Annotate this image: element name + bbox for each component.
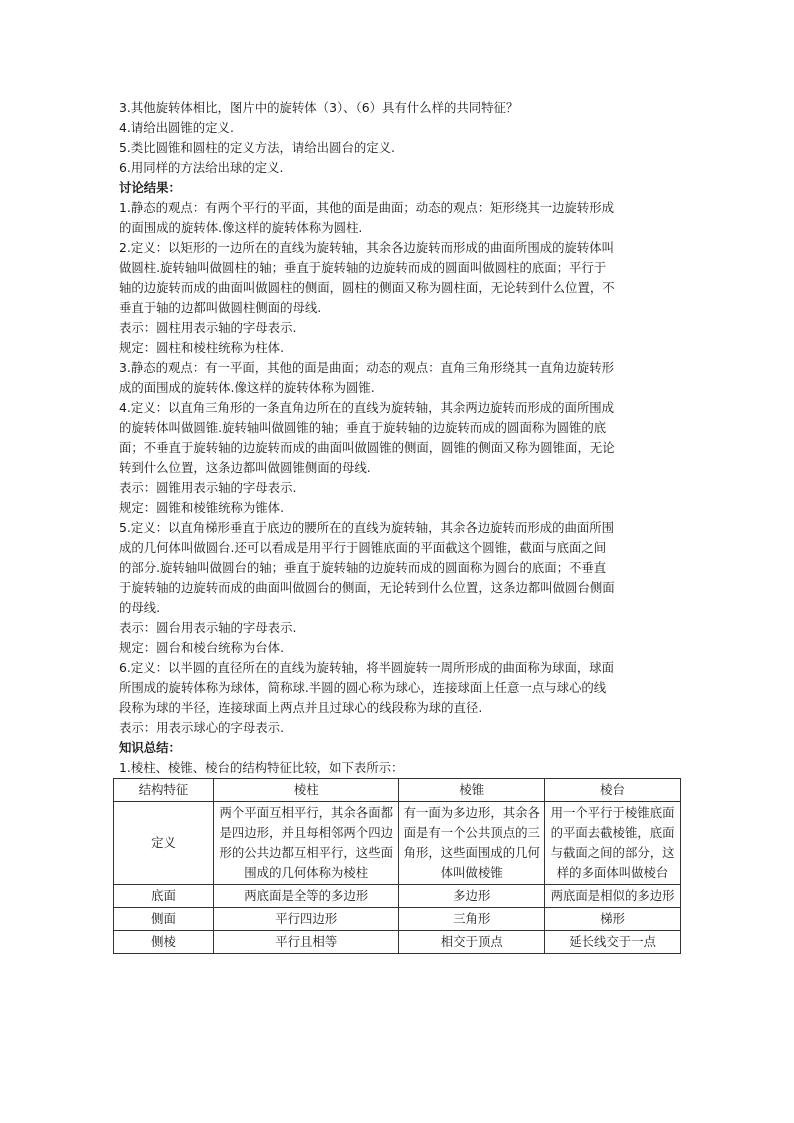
discussion-line: 转到什么位置，这条边都叫做圆锥侧面的母线. — [119, 460, 371, 475]
table-cell: 三角形 — [399, 908, 545, 931]
discussion-heading: 讨论结果： — [119, 180, 181, 195]
question-line: 4.请给出圆锥的定义. — [119, 120, 234, 135]
discussion-line: 所围成的旋转体称为球体，简称球.半圆的圆心称为球心，连接球面上任意一点与球心的线 — [119, 680, 607, 695]
table-header-cell: 棱台 — [545, 779, 681, 802]
table-cell: 定义 — [114, 802, 214, 885]
document-page — [119, 98, 681, 954]
table-cell: 两底面是相似的多边形 — [545, 885, 681, 908]
discussion-line: 规定：圆锥和棱锥统称为锥体. — [119, 500, 285, 515]
table-cell: 延长线交于一点 — [545, 931, 681, 954]
discussion-line: 表示：圆台用表示轴的字母表示. — [119, 620, 297, 635]
discussion-line: 做圆柱.旋转轴叫做圆柱的轴；垂直于旋转轴的边旋转而成的圆面叫做圆柱的底面；平行于 — [119, 260, 607, 275]
discussion-line: 规定：圆台和棱台统称为台体. — [119, 640, 285, 655]
discussion-line: 的部分.旋转轴叫做圆台的轴；垂直于旋转轴的边旋转而成的圆面称为圆台的底面；不垂直 — [119, 560, 607, 575]
discussion-line: 2.定义：以矩形的一边所在的直线为旋转轴，其余各边旋转而形成的曲面所围成的旋转体叫 — [119, 240, 615, 255]
discussion-line: 成的几何体叫做圆台.还可以看成是用平行于圆锥底面的平面截这个圆锥，截面与底面之间 — [119, 540, 607, 555]
table-header-cell: 棱锥 — [399, 779, 545, 802]
table-cell: 两底面是全等的多边形 — [214, 885, 399, 908]
table-header-cell: 棱柱 — [214, 779, 399, 802]
summary-intro: 1.棱柱、棱锥、棱台的结构特征比较，如下表所示： — [119, 760, 404, 775]
discussion-line: 6.定义：以半圆的直径所在的直线为旋转轴，将半圆旋转一周所形成的曲面称为球面，球面 — [119, 660, 615, 675]
question-line: 3.其他旋转体相比，图片中的旋转体（3）、（6）具有什么样的共同特征？ — [119, 100, 519, 115]
discussion-line: 于旋转轴的边旋转而成的曲面叫做圆台的侧面，无论转到什么位置，这条边都叫做圆台侧面 — [119, 580, 615, 595]
table-cell: 平行四边形 — [214, 908, 399, 931]
table-cell: 侧面 — [114, 908, 214, 931]
table-cell: 侧棱 — [114, 931, 214, 954]
discussion-line: 的旋转体叫做圆锥.旋转轴叫做圆锥的轴；垂直于旋转轴的边旋转而成的圆面称为圆锥的底 — [119, 420, 607, 435]
discussion-line: 4.定义：以直角三角形的一条直角边所在的直线为旋转轴，其余两边旋转而形成的面所围成 — [119, 400, 615, 415]
discussion-line: 段称为球的半径，连接球面上两点并且过球心的线段称为球的直径. — [119, 700, 483, 715]
table-cell: 两个平面互相平行，其余各面都是四边形，并且每相邻两个四边形的公共边都互相平行，这些面围成的几何体称为棱柱 — [214, 802, 399, 885]
table-cell: 底面 — [114, 885, 214, 908]
table-cell: 梯形 — [545, 908, 681, 931]
table-header-row — [114, 779, 681, 802]
discussion-line: 轴的边旋转而成的曲面叫做圆柱的侧面，圆柱的侧面又称为圆柱面，无论转到什么位置，不 — [119, 280, 615, 295]
discussion-line: 3.静态的观点：有一平面，其他的面是曲面；动态的观点：直角三角形绕其一直角边旋转形 — [119, 360, 615, 375]
discussion-line: 1.静态的观点：有两个平行的平面，其他的面是曲面；动态的观点：矩形绕其一边旋转形成 — [119, 200, 615, 215]
summary-heading: 知识总结： — [119, 740, 181, 755]
table-header-cell: 结构特征 — [114, 779, 214, 802]
discussion-line: 成的面围成的旋转体.像这样的旋转体称为圆锥. — [119, 380, 375, 395]
question-line: 5.类比圆锥和圆柱的定义方法，请给出圆台的定义. — [119, 140, 395, 155]
discussion-line: 的母线. — [119, 600, 161, 615]
table-row — [114, 885, 681, 908]
table-cell: 平行且相等 — [214, 931, 399, 954]
discussion-line: 表示：用表示球心的字母表示. — [119, 720, 285, 735]
discussion-line: 5.定义：以直角梯形垂直于底边的腰所在的直线为旋转轴，其余各边旋转而形成的曲面所围 — [119, 520, 615, 535]
discussion-line: 规定：圆柱和棱柱统称为柱体. — [119, 340, 285, 355]
discussion-line: 表示：圆柱用表示轴的字母表示. — [119, 320, 297, 335]
discussion-line: 表示：圆锥用表示轴的字母表示. — [119, 480, 297, 495]
table-row — [114, 802, 681, 885]
question-line: 6.用同样的方法给出球的定义. — [119, 160, 284, 175]
comparison-table — [113, 778, 681, 954]
table-cell: 用一个平行于棱锥底面的平面去截棱锥，底面与截面之间的部分，这样的多面体叫做棱台 — [545, 802, 681, 885]
table-row — [114, 908, 681, 931]
table-cell: 相交于顶点 — [399, 931, 545, 954]
table-row — [114, 931, 681, 954]
table-cell: 多边形 — [399, 885, 545, 908]
discussion-line: 的面围成的旋转体.像这样的旋转体称为圆柱. — [119, 220, 363, 235]
discussion-line: 面；不垂直于旋转轴的边旋转而成的曲面叫做圆锥的侧面，圆锥的侧面又称为圆锥面，无论 — [119, 440, 615, 455]
discussion-line: 垂直于轴的边都叫做圆柱侧面的母线. — [119, 300, 322, 315]
table-cell: 有一面为多边形，其余各面是有一个公共顶点的三角形，这些面围成的几何体叫做棱锥 — [399, 802, 545, 885]
